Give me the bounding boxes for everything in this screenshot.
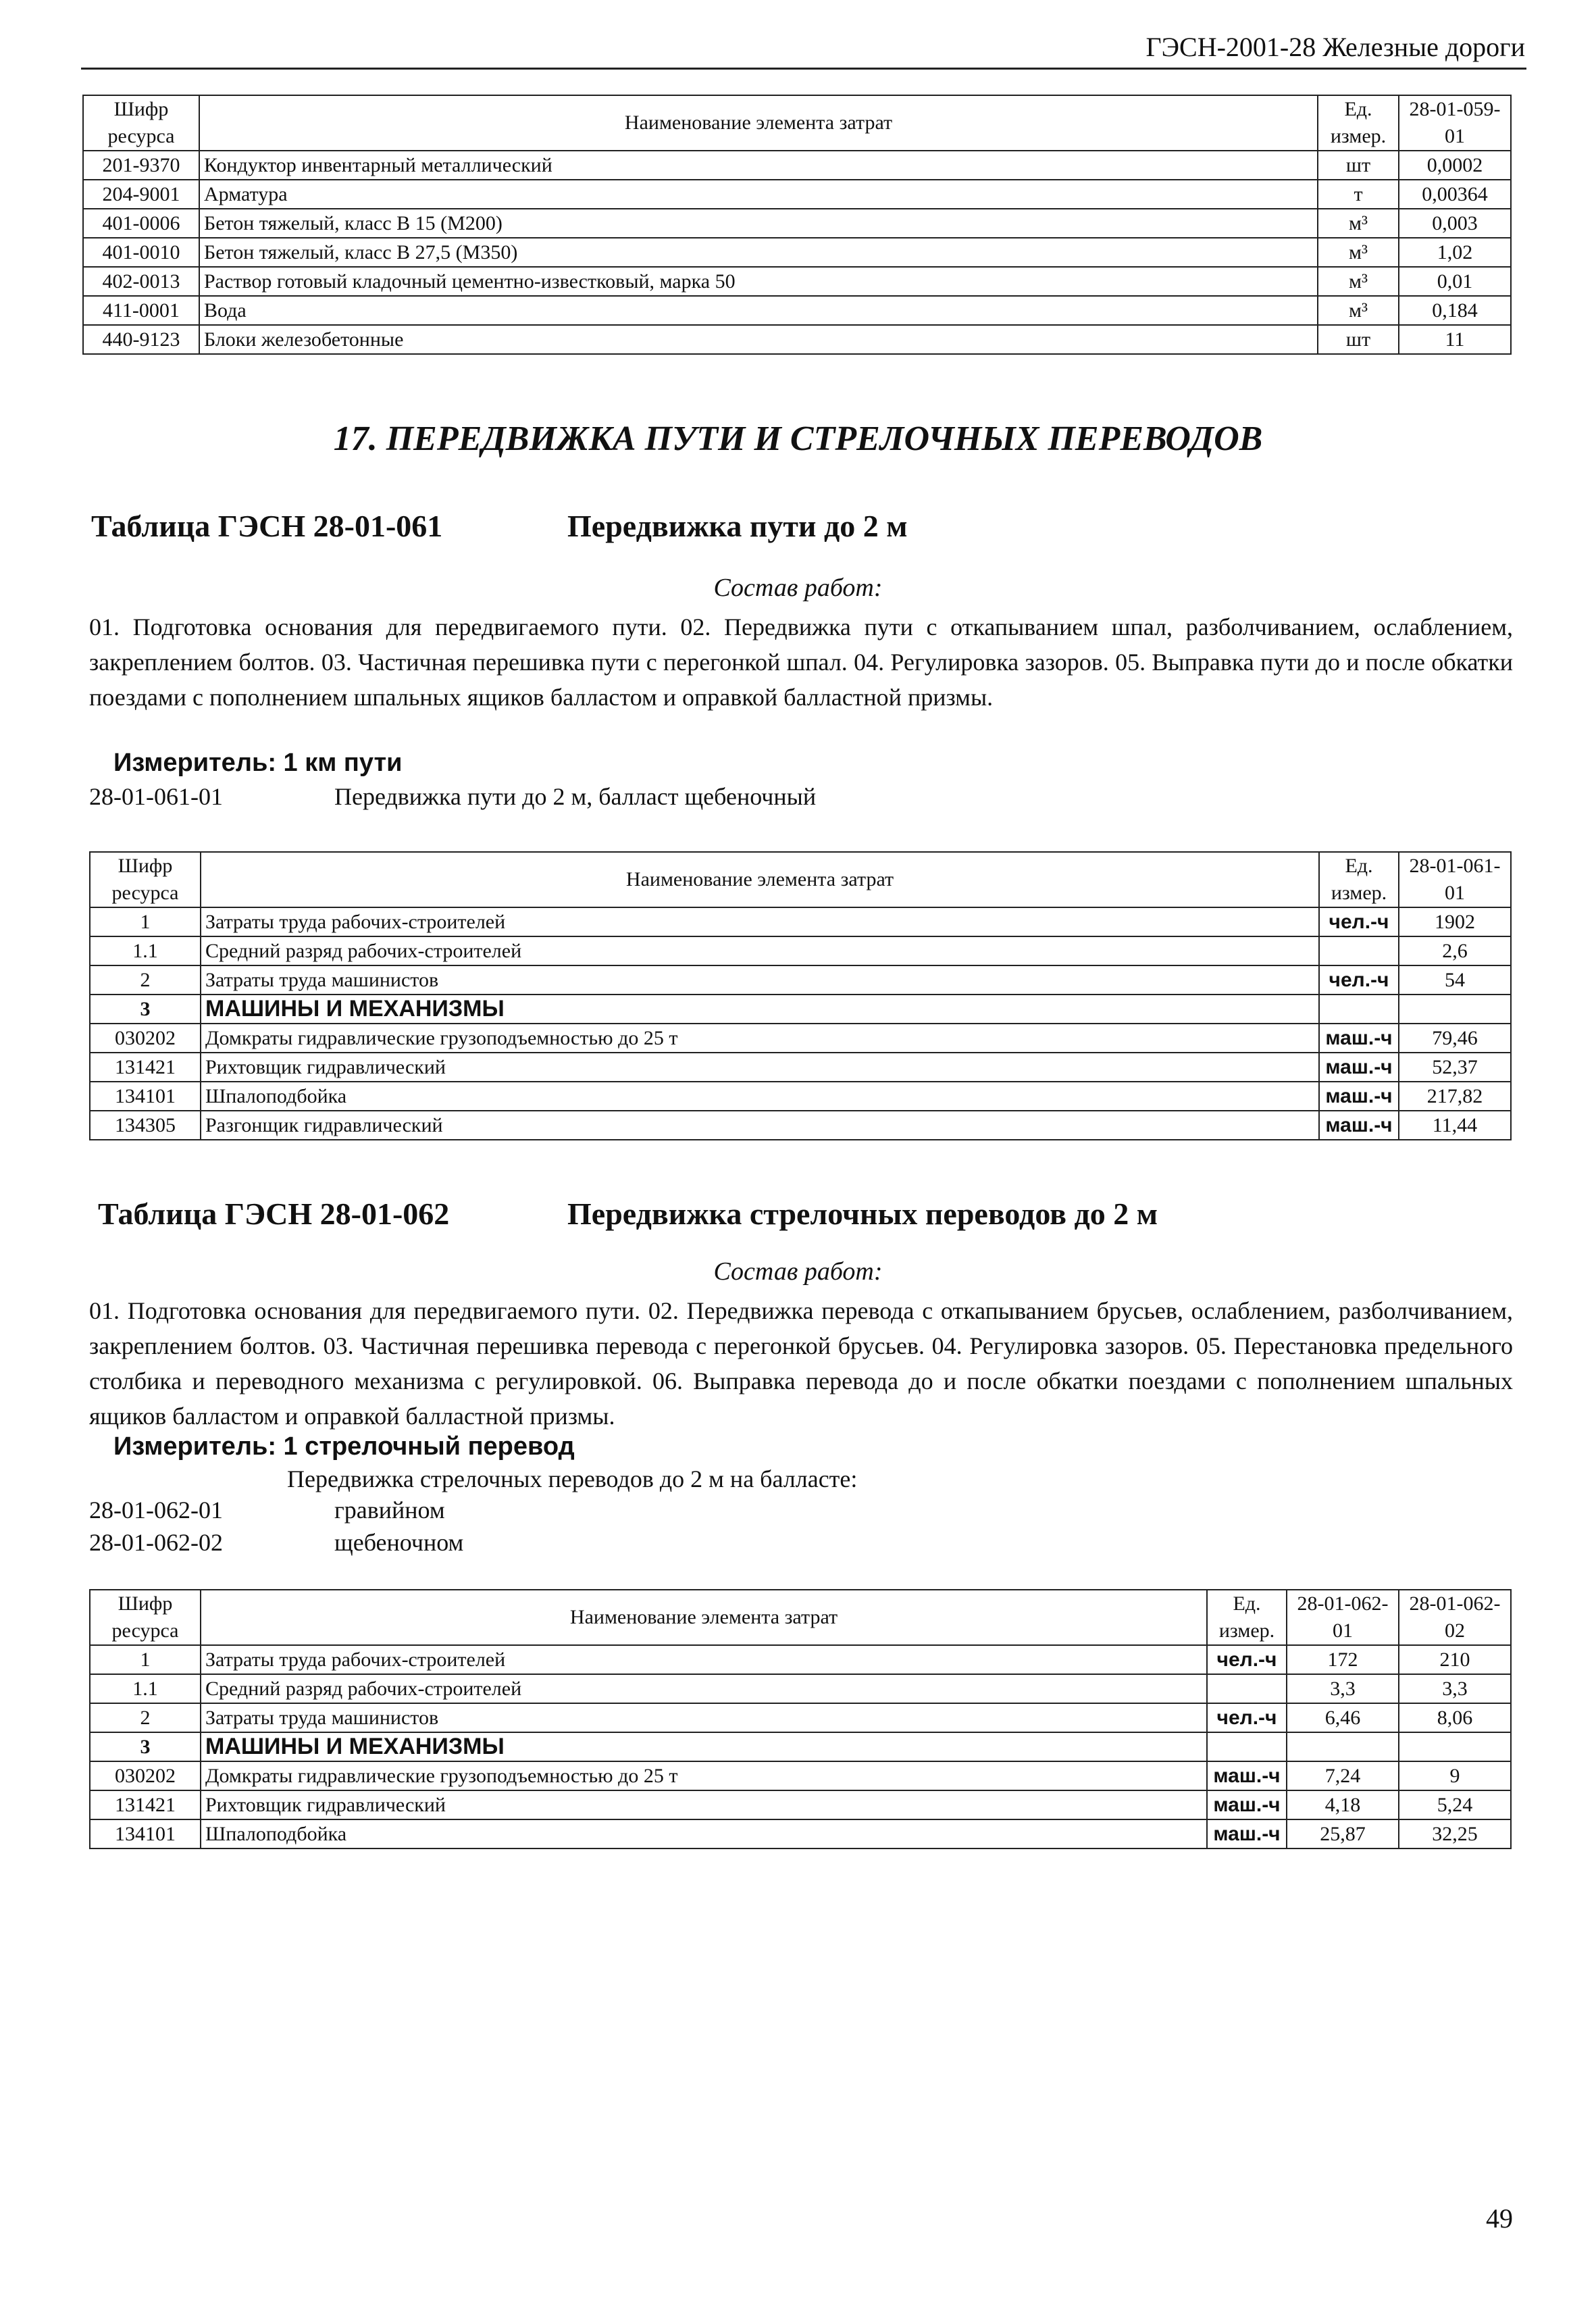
t062-norm-code-2: 28-01-062-02 <box>89 1529 223 1556</box>
row-name: Вода <box>199 296 1318 325</box>
table-row <box>90 1082 1511 1111</box>
row-unit <box>1207 1674 1287 1703</box>
row-v1: 4,18 <box>1287 1790 1399 1819</box>
header-col1: 28-01-061-01 <box>1399 852 1511 907</box>
row-unit: чел.-ч <box>1319 965 1399 995</box>
row-name: Домкраты гидравлические грузоподъемностью до 25 т <box>201 1024 1319 1053</box>
row-v1 <box>1287 1732 1399 1761</box>
row-code: 401-0006 <box>83 209 199 238</box>
row-v2: 210 <box>1399 1645 1511 1674</box>
row-v1: 6,46 <box>1287 1703 1399 1732</box>
row-name: МАШИНЫ И МЕХАНИЗМЫ <box>201 1732 1207 1761</box>
row-unit: маш.-ч <box>1207 1819 1287 1848</box>
row-v1: 7,24 <box>1287 1761 1399 1790</box>
t061-meter: Измеритель: 1 км пути <box>113 749 403 777</box>
t061-norm-code: 28-01-061-01 <box>89 783 223 810</box>
header-col2: 28-01-062-02 <box>1399 1590 1511 1645</box>
row-v2: 9 <box>1399 1761 1511 1790</box>
row-unit: маш.-ч <box>1319 1082 1399 1111</box>
row-code: 3 <box>90 1732 201 1761</box>
row-code: 401-0010 <box>83 238 199 267</box>
table-row <box>90 1703 1511 1732</box>
resource-table-062 <box>89 1589 1512 1849</box>
resource-table-059 <box>82 95 1512 355</box>
header-col1: 28-01-062-01 <box>1287 1590 1399 1645</box>
header-title: ГЭСН-2001-28 Железные дороги <box>1145 32 1525 62</box>
row-name: Шпалоподбойка <box>201 1819 1207 1848</box>
t061-norm-name: Передвижка пути до 2 м, балласт щебеночный <box>334 783 817 810</box>
row-v1: 11 <box>1399 325 1511 354</box>
row-code: 134101 <box>90 1082 201 1111</box>
row-code: 1 <box>90 1645 201 1674</box>
t062-meter: Измеритель: 1 стрелочный перевод <box>113 1432 575 1461</box>
row-v2 <box>1399 1732 1511 1761</box>
row-name: Арматура <box>199 180 1318 209</box>
t061-sostav-label: Состав работ: <box>713 574 883 602</box>
row-name: Разгонщик гидравлический <box>201 1111 1319 1140</box>
row-code: 030202 <box>90 1024 201 1053</box>
row-unit: маш.-ч <box>1207 1761 1287 1790</box>
row-code: 134101 <box>90 1819 201 1848</box>
t062-works-text: 01. Подготовка основания для передвигаемого пути. 02. Передвижка перевода с откапыванием брусьев, ослаблением, разболчиванием, закреплением болтов. 03. Частичная перешивка перевода с перегонкой брусьев. 04. Регулировка зазоров. 05. Перестановка предельного столбика и переводного механизма с регулировкой. 06. Выправка перевода до и после обкатки поездами с пополнением шпальных ящиков балластом и оправкой балластной призмы. <box>89 1297 1513 1430</box>
row-code: 131421 <box>90 1790 201 1819</box>
row-code: 2 <box>90 965 201 995</box>
row-v1: 217,82 <box>1399 1082 1511 1111</box>
row-unit: чел.-ч <box>1319 907 1399 936</box>
table-row <box>83 180 1511 209</box>
table-row <box>90 1819 1511 1848</box>
row-code: 440-9123 <box>83 325 199 354</box>
table-row <box>90 1732 1511 1761</box>
row-name: Средний разряд рабочих-строителей <box>201 936 1319 965</box>
row-name: Бетон тяжелый, класс В 27,5 (М350) <box>199 238 1318 267</box>
row-unit <box>1319 936 1399 965</box>
row-v1: 52,37 <box>1399 1053 1511 1082</box>
row-unit: м³ <box>1318 209 1399 238</box>
row-unit <box>1319 995 1399 1024</box>
row-unit: маш.-ч <box>1319 1111 1399 1140</box>
row-v2: 3,3 <box>1399 1674 1511 1703</box>
table-062-title: Передвижка стрелочных переводов до 2 м <box>567 1197 1158 1231</box>
table-header-row <box>83 95 1511 151</box>
row-code: 411-0001 <box>83 296 199 325</box>
row-v1: 0,0002 <box>1399 151 1511 180</box>
row-code: 2 <box>90 1703 201 1732</box>
table-row <box>90 1674 1511 1703</box>
row-name: Кондуктор инвентарный металлический <box>199 151 1318 180</box>
row-v2: 5,24 <box>1399 1790 1511 1819</box>
t062-norm-name-2: щебеночном <box>334 1529 464 1556</box>
row-name: Средний разряд рабочих-строителей <box>201 1674 1207 1703</box>
section-title: 17. ПЕРЕДВИЖКА ПУТИ И СТРЕЛОЧНЫХ ПЕРЕВОДОВ <box>333 420 1263 458</box>
row-code: 204-9001 <box>83 180 199 209</box>
row-v1: 54 <box>1399 965 1511 995</box>
page-header <box>81 28 1526 70</box>
row-v1: 79,46 <box>1399 1024 1511 1053</box>
header-code: Шифр ресурса <box>90 852 201 907</box>
table-row <box>90 907 1511 936</box>
row-name: Раствор готовый кладочный цементно-известковый, марка 50 <box>199 267 1318 296</box>
row-unit: маш.-ч <box>1207 1790 1287 1819</box>
table-row <box>90 1111 1511 1140</box>
row-code: 030202 <box>90 1761 201 1790</box>
t062-norm-code-1: 28-01-062-01 <box>89 1496 223 1524</box>
row-name: МАШИНЫ И МЕХАНИЗМЫ <box>201 995 1319 1024</box>
row-code: 402-0013 <box>83 267 199 296</box>
row-unit: м³ <box>1318 238 1399 267</box>
t062-sostav-label: Состав работ: <box>713 1257 883 1286</box>
row-name: Рихтовщик гидравлический <box>201 1053 1319 1082</box>
row-unit: чел.-ч <box>1207 1645 1287 1674</box>
row-unit: маш.-ч <box>1319 1024 1399 1053</box>
row-unit: т <box>1318 180 1399 209</box>
row-unit: м³ <box>1318 267 1399 296</box>
header-code: Шифр ресурса <box>83 95 199 151</box>
header-unit: Ед. измер. <box>1207 1590 1287 1645</box>
row-unit: шт <box>1318 151 1399 180</box>
row-v1: 0,184 <box>1399 296 1511 325</box>
row-v1: 0,003 <box>1399 209 1511 238</box>
header-name: Наименование элемента затрат <box>201 1590 1207 1645</box>
t061-works-text: 01. Подготовка основания для передвигаемого пути. 02. Передвижка пути с откапыванием шпал, разболчиванием, ослаблением, закреплением болтов. 03. Частичная перешивка пути с перегонкой шпал. 04. Регулировка зазоров. 05. Выправка пути до и после обкатки поездами с пополнением шпальных ящиков балластом и оправкой балластной призмы. <box>89 613 1513 711</box>
row-unit: маш.-ч <box>1319 1053 1399 1082</box>
header-unit: Ед. измер. <box>1318 95 1399 151</box>
table-061-label: Таблица ГЭСН 28-01-061 <box>91 509 443 543</box>
table-row <box>90 1790 1511 1819</box>
table-row <box>83 325 1511 354</box>
row-v1 <box>1399 995 1511 1024</box>
row-v1: 1902 <box>1399 907 1511 936</box>
table-row <box>90 1053 1511 1082</box>
table-062-label: Таблица ГЭСН 28-01-062 <box>98 1197 450 1231</box>
resource-table-061 <box>89 851 1512 1140</box>
row-name: Бетон тяжелый, класс В 15 (М200) <box>199 209 1318 238</box>
row-v1: 0,00364 <box>1399 180 1511 209</box>
row-v1: 172 <box>1287 1645 1399 1674</box>
row-v1: 1,02 <box>1399 238 1511 267</box>
row-name: Затраты труда машинистов <box>201 965 1319 995</box>
page-number: 49 <box>1486 2203 1513 2234</box>
row-name: Шпалоподбойка <box>201 1082 1319 1111</box>
row-unit <box>1207 1732 1287 1761</box>
row-name: Рихтовщик гидравлический <box>201 1790 1207 1819</box>
table-row <box>90 965 1511 995</box>
row-code: 1 <box>90 907 201 936</box>
table-row <box>90 1645 1511 1674</box>
table-row <box>90 1024 1511 1053</box>
table-header-row <box>90 1590 1511 1645</box>
table-row <box>90 1761 1511 1790</box>
row-v1: 25,87 <box>1287 1819 1399 1848</box>
row-name: Затраты труда машинистов <box>201 1703 1207 1732</box>
header-name: Наименование элемента затрат <box>199 95 1318 151</box>
table-row <box>83 151 1511 180</box>
row-code: 134305 <box>90 1111 201 1140</box>
row-code: 1.1 <box>90 1674 201 1703</box>
header-name: Наименование элемента затрат <box>201 852 1319 907</box>
table-row <box>83 296 1511 325</box>
t062-norm-name-1: гравийном <box>334 1496 445 1524</box>
row-code: 131421 <box>90 1053 201 1082</box>
row-v2: 8,06 <box>1399 1703 1511 1732</box>
table-061-title: Передвижка пути до 2 м <box>567 509 908 543</box>
row-name: Домкраты гидравлические грузоподъемностью до 25 т <box>201 1761 1207 1790</box>
row-code: 1.1 <box>90 936 201 965</box>
table-row <box>90 936 1511 965</box>
header-unit: Ед. измер. <box>1319 852 1399 907</box>
t062-norm-intro: Передвижка стрелочных переводов до 2 м на балласте: <box>287 1465 858 1492</box>
table-row <box>83 209 1511 238</box>
row-code: 201-9370 <box>83 151 199 180</box>
row-unit: м³ <box>1318 296 1399 325</box>
header-col1: 28-01-059-01 <box>1399 95 1511 151</box>
row-name: Затраты труда рабочих-строителей <box>201 1645 1207 1674</box>
row-v1: 11,44 <box>1399 1111 1511 1140</box>
row-code: 3 <box>90 995 201 1024</box>
table-row <box>90 995 1511 1024</box>
row-v1: 3,3 <box>1287 1674 1399 1703</box>
header-code: Шифр ресурса <box>90 1590 201 1645</box>
row-unit: шт <box>1318 325 1399 354</box>
row-name: Блоки железобетонные <box>199 325 1318 354</box>
row-v1: 0,01 <box>1399 267 1511 296</box>
table-row <box>83 267 1511 296</box>
table-row <box>83 238 1511 267</box>
row-name: Затраты труда рабочих-строителей <box>201 907 1319 936</box>
row-v1: 2,6 <box>1399 936 1511 965</box>
table-header-row <box>90 852 1511 907</box>
row-v2: 32,25 <box>1399 1819 1511 1848</box>
row-unit: чел.-ч <box>1207 1703 1287 1732</box>
